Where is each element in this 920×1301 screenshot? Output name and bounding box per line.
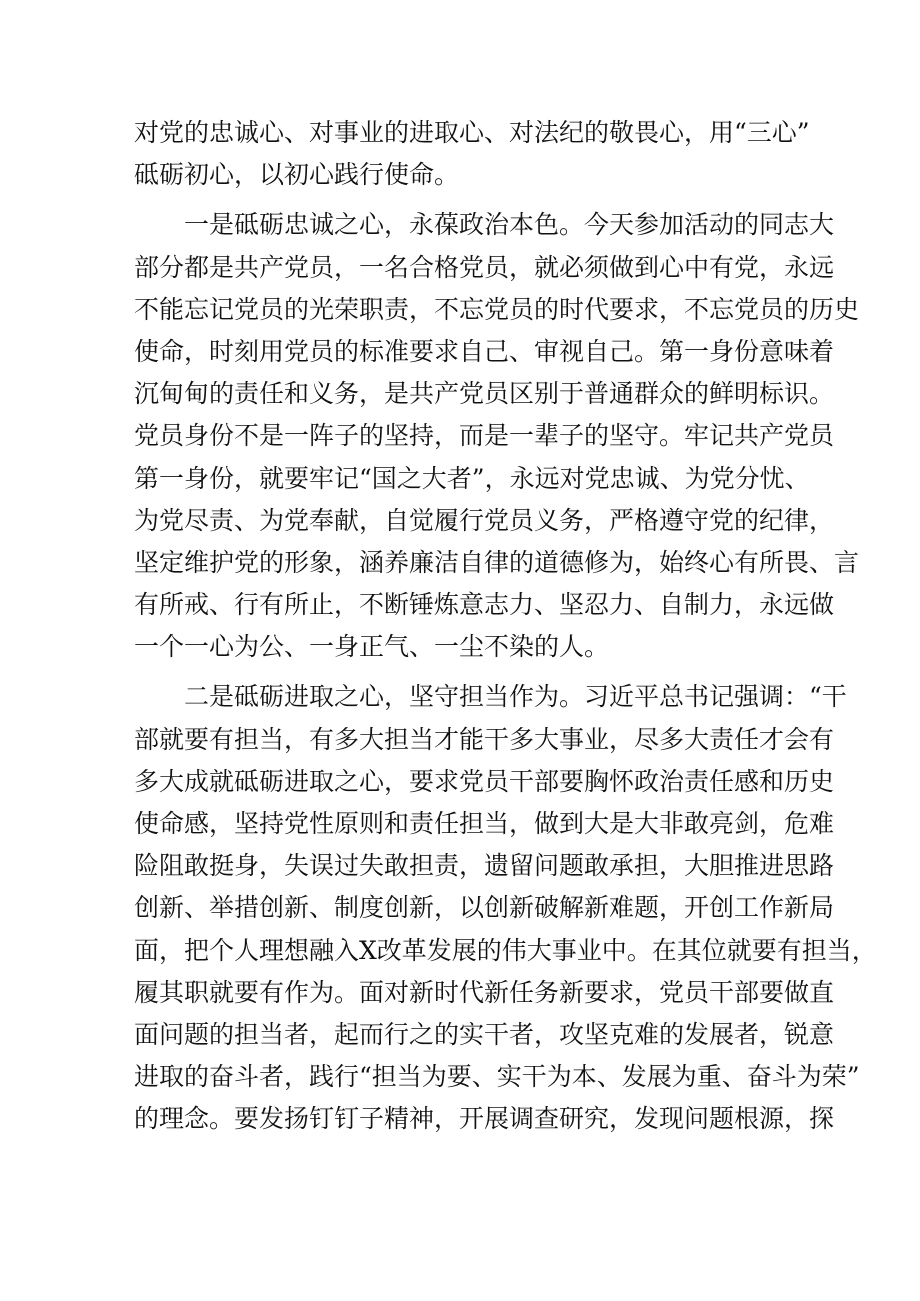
text-line: 面，把个人理想融入X改革发展的伟大事业中。在其位就要有担当， [134, 935, 877, 965]
text-line: 一是砥砺忠诚之心，永葆政治本色。今天参加活动的同志大 [184, 210, 835, 240]
text-line: 使命，时刻用党员的标准要求自己、审视自己。第一身份意味着 [134, 336, 835, 366]
text-line: 履其职就要有作为。面对新时代新任务新要求，党员干部要做直 [134, 977, 835, 1007]
text-line: 使命感，坚持党性原则和责任担当，做到大是大非敢亮剑，危难 [134, 809, 835, 838]
text-line: 面问题的担当者，起而行之的实干者，攻坚克难的发展者，锐意 [134, 1019, 835, 1049]
text-line: 第一身份，就要牢记“国之大者”，永远对党忠诚、为党分忧、 [134, 463, 810, 493]
text-line: 党员身份不是一阵子的坚持，而是一辈子的坚守。牢记共产党员 [134, 421, 835, 451]
text-line: 部就要有担当，有多大担当才能干多大事业，尽多大责任才会有 [134, 724, 835, 754]
text-line: 坚定维护党的形象，涵养廉洁自律的道德修为，始终心有所畏、言 [134, 547, 860, 577]
text-line: 的理念。要发扬钉钉子精神，开展调查研究，发现问题根源，探 [134, 1104, 835, 1134]
paragraph-gap [134, 668, 794, 676]
text-line: 进取的奋斗者，践行“担当为要、实干为本、发展为重、奋斗为荣” [134, 1062, 860, 1092]
text-line: 为党尽责、为党奉献，自觉履行党员义务，严格遵守党的纪律， [134, 505, 835, 535]
body-text [134, 112, 877, 1141]
text-line: 创新、举措创新、制度创新，以创新破解新难题，开创工作新局 [134, 893, 835, 923]
paragraph-loyalty [134, 204, 860, 668]
paragraph-enterprise [134, 676, 877, 1140]
text-line: 二是砥砺进取之心，坚守担当作为。习近平总书记强调：“干 [184, 682, 847, 712]
text-line: 砥砺初心，以初心践行使命。 [134, 160, 460, 190]
text-line: 不能忘记党员的光荣职责，不忘党员的时代要求，不忘党员的历史 [134, 294, 860, 324]
text-line: 一个一心为公、一身正气、一尘不染的人。 [134, 632, 610, 662]
text-line: 险阻敢挺身，失误过失敢担责，遗留问题敢承担，大胆推进思路 [134, 851, 835, 881]
paragraph-gap [134, 196, 794, 204]
text-line: 有所戒、行有所止，不断锤炼意志力、坚忍力、自制力，永远做 [134, 590, 835, 620]
text-line: 对党的忠诚心、对事业的进取心、对法纪的敬畏心，用“三心” [134, 118, 810, 147]
intro-paragraph [134, 112, 810, 196]
text-line: 多大成就砥砺进取之心，要求党员干部要胸怀政治责任感和历史 [134, 766, 835, 796]
text-line: 部分都是共产党员，一名合格党员，就必须做到心中有党，永远 [134, 252, 835, 282]
text-line: 沉甸甸的责任和义务，是共产党员区别于普通群众的鲜明标识。 [134, 379, 835, 409]
